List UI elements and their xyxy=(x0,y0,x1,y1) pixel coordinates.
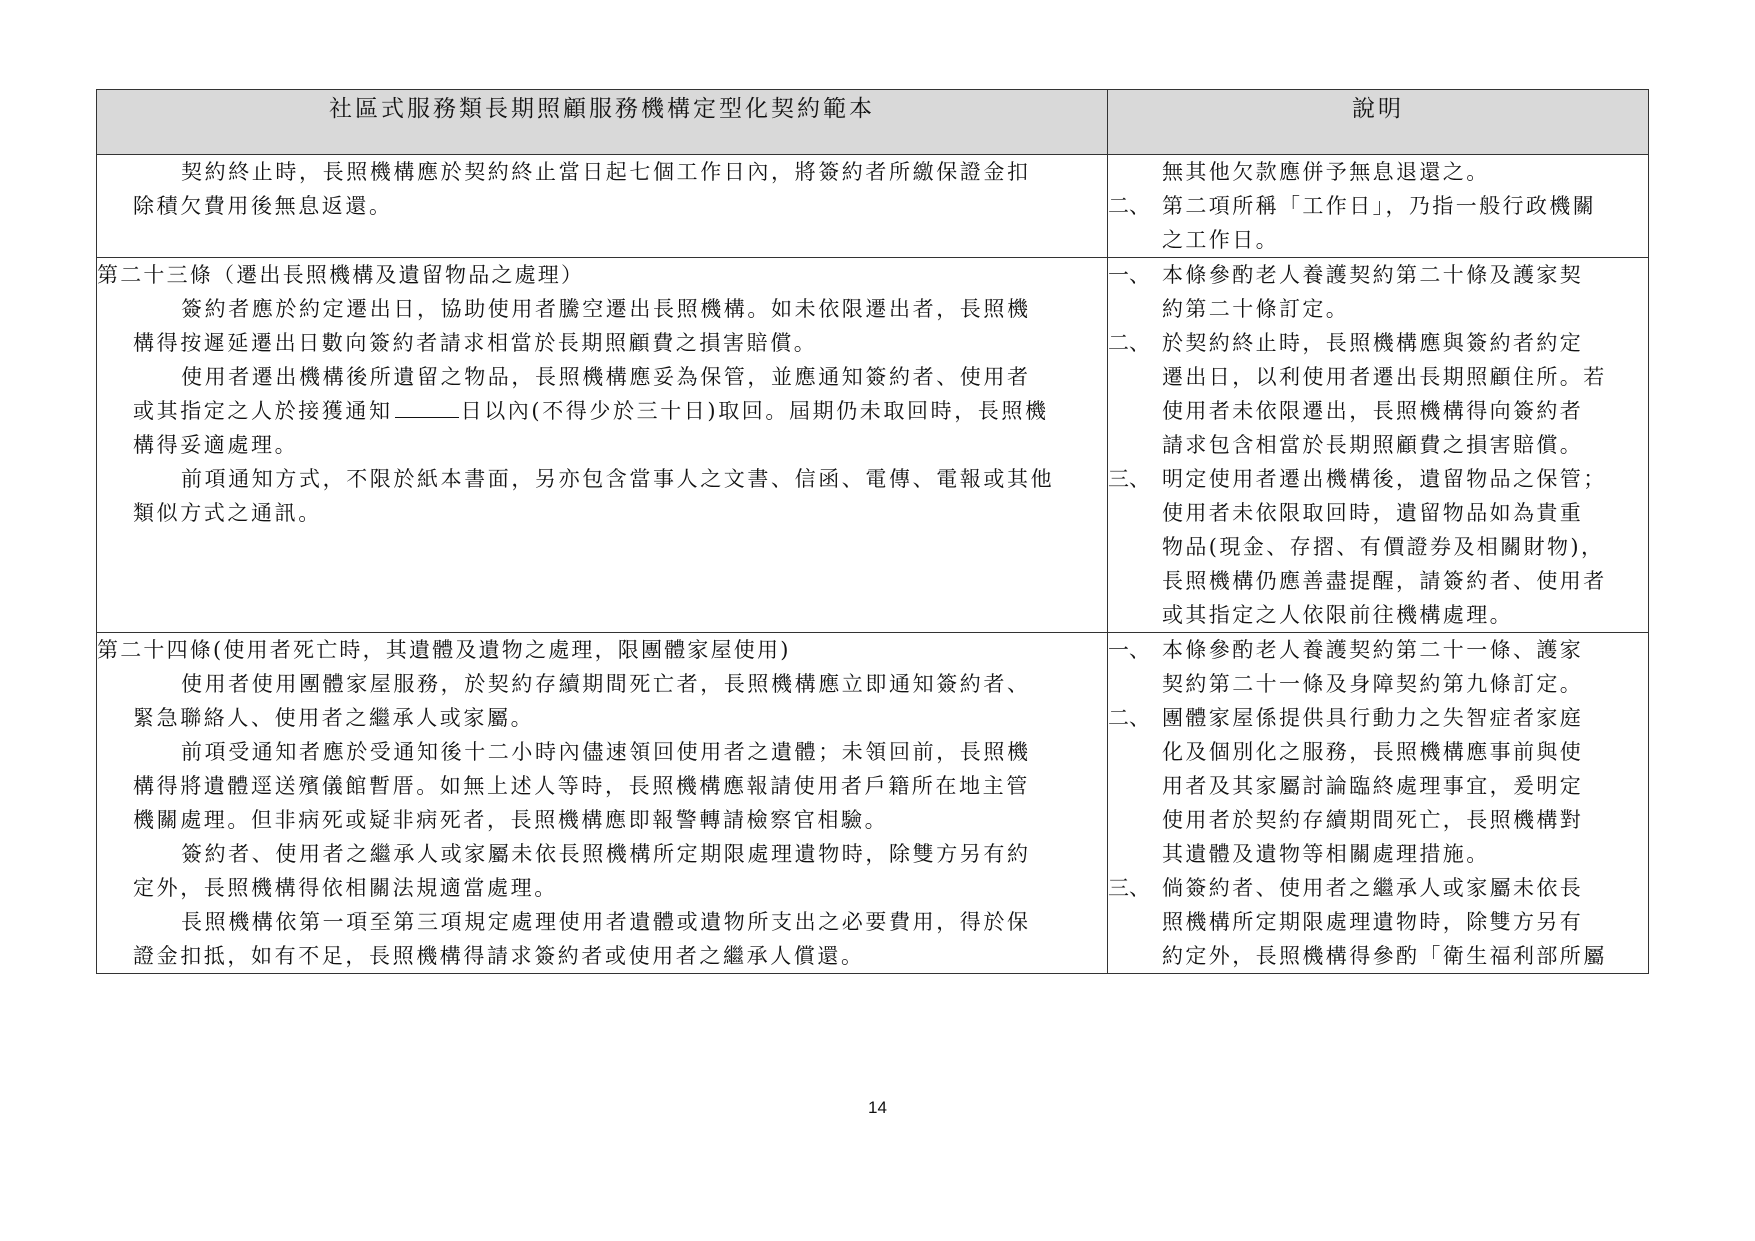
clause-line-with-blank xyxy=(97,394,1107,428)
article-title: 第二十四條(使用者死亡時，其遺體及遺物之處理，限團體家屋使用) xyxy=(97,638,791,662)
contract-clause-cell xyxy=(97,258,1108,633)
explanation-line xyxy=(1108,292,1648,326)
contract-clause-cell xyxy=(97,633,1108,974)
clause-line: 機關處理。但非病死或疑非病死者，長照機構應即報警轉請檢察官相驗。 xyxy=(133,808,889,832)
clause-text: 日以內(不得少於三十日)取回。屆期仍未取回時，長照機 xyxy=(460,399,1049,423)
explanation-text: 遷出日，以利使用者遷出長期照顧住所。若 xyxy=(1162,365,1607,389)
clause-line: 緊急聯絡人、使用者之繼承人或家屬。 xyxy=(133,706,535,730)
explanation-line xyxy=(1108,837,1648,871)
page-number: 14 xyxy=(868,1098,887,1117)
explanation-text: 使用者未依限遷出，長照機構得向簽約者 xyxy=(1162,399,1584,423)
explanation-text: 本條參酌老人養護契約第二十一條、護家 xyxy=(1162,638,1584,662)
fill-in-blank[interactable] xyxy=(395,395,459,418)
explanation-line xyxy=(1108,905,1648,939)
clause-line: 契約終止時，長照機構應於契約終止當日起七個工作日內，將簽約者所繳保證金扣 xyxy=(181,160,1031,184)
item-number xyxy=(1108,223,1162,257)
clause-line: 除積欠費用後無息返還。 xyxy=(133,194,393,218)
contract-table xyxy=(96,89,1649,974)
explanation-line xyxy=(1108,735,1648,769)
item-number xyxy=(1108,428,1162,462)
clause-line: 簽約者應於約定遷出日，協助使用者騰空遷出長照機構。如未依限遷出者，長照機 xyxy=(181,297,1031,321)
item-number xyxy=(1108,564,1162,598)
clause-line: 使用者使用團體家屋服務，於契約存續期間死亡者，長照機構應立即通知簽約者、 xyxy=(181,672,1031,696)
explanation-text: 照機構所定期限處理遺物時，除雙方另有 xyxy=(1162,910,1584,934)
explanation-text: 第二項所稱「工作日」，乃指一般行政機關 xyxy=(1162,194,1597,218)
explanation-line xyxy=(1108,633,1648,667)
item-number xyxy=(1108,667,1162,701)
item-number xyxy=(1108,394,1162,428)
explanation-text: 或其指定之人依限前往機構處理。 xyxy=(1162,603,1513,627)
explanation-text: 倘簽約者、使用者之繼承人或家屬未依長 xyxy=(1162,876,1584,900)
item-number xyxy=(1108,292,1162,326)
explanation-line xyxy=(1108,258,1648,292)
explanation-line xyxy=(1108,701,1648,735)
explanation-text: 無其他欠款應併予無息退還之。 xyxy=(1162,160,1490,184)
explanation-text: 物品(現金、存摺、有價證券及相關財物)， xyxy=(1162,535,1605,559)
contract-clause-cell xyxy=(97,155,1108,258)
explanation-text: 化及個別化之服務，長照機構應事前與使 xyxy=(1162,740,1584,764)
explanation-line xyxy=(1108,360,1648,394)
explanation-text: 約第二十條訂定。 xyxy=(1162,297,1350,321)
header-explanation: 說明 xyxy=(1108,90,1649,155)
header-contract-title: 社區式服務類長期照顧服務機構定型化契約範本 xyxy=(97,90,1108,155)
explanation-line xyxy=(1108,189,1648,223)
explanation-line xyxy=(1108,871,1648,905)
clause-line: 構得妥適處理。 xyxy=(133,433,299,457)
explanation-cell xyxy=(1108,155,1649,258)
clause-line: 構得按遲延遷出日數向簽約者請求相當於長期照顧費之損害賠償。 xyxy=(133,331,818,355)
explanation-line xyxy=(1108,667,1648,701)
explanation-line xyxy=(1108,155,1648,189)
explanation-line xyxy=(1108,394,1648,428)
explanation-cell xyxy=(1108,633,1649,974)
item-number xyxy=(1108,803,1162,837)
item-number xyxy=(1108,496,1162,530)
item-number xyxy=(1108,905,1162,939)
explanation-text: 之工作日。 xyxy=(1162,228,1279,252)
table-row xyxy=(97,258,1649,633)
item-number xyxy=(1108,598,1162,632)
clause-line: 定外，長照機構得依相關法規適當處理。 xyxy=(133,876,558,900)
explanation-text: 明定使用者遷出機構後，遺留物品之保管； xyxy=(1162,467,1607,491)
explanation-line xyxy=(1108,564,1648,598)
clause-line: 前項受通知者應於受通知後十二小時內儘速領回使用者之遺體；未領回前，長照機 xyxy=(181,740,1031,764)
table-header-row xyxy=(97,90,1649,155)
item-number: 二、 xyxy=(1108,706,1150,730)
clause-line: 構得將遺體逕送殯儀館暫厝。如無上述人等時，長照機構應報請使用者戶籍所在地主管 xyxy=(133,774,1030,798)
explanation-line xyxy=(1108,326,1648,360)
table-body xyxy=(97,155,1649,974)
explanation-text: 用者及其家屬討論臨終處理事宜，爰明定 xyxy=(1162,774,1584,798)
table-row xyxy=(97,633,1649,974)
explanation-text: 請求包含相當於長期照顧費之損害賠償。 xyxy=(1162,433,1584,457)
item-number: 二、 xyxy=(1108,194,1150,218)
clause-line: 使用者遷出機構後所遺留之物品，長照機構應妥為保管，並應通知簽約者、使用者 xyxy=(181,365,1031,389)
clause-line: 前項通知方式，不限於紙本書面，另亦包含當事人之文書、信函、電傳、電報或其他 xyxy=(181,467,1055,491)
explanation-line xyxy=(1108,496,1648,530)
item-number xyxy=(1108,837,1162,871)
item-number xyxy=(1108,939,1162,973)
explanation-line xyxy=(1108,428,1648,462)
clause-line: 簽約者、使用者之繼承人或家屬未依長照機構所定期限處理遺物時，除雙方另有約 xyxy=(181,842,1031,866)
explanation-text: 於契約終止時，長照機構應與簽約者約定 xyxy=(1162,331,1584,355)
item-number: 二、 xyxy=(1108,331,1150,355)
explanation-line xyxy=(1108,223,1648,257)
clause-line: 證金扣抵，如有不足，長照機構得請求簽約者或使用者之繼承人償還。 xyxy=(133,944,865,968)
clause-text: 或其指定之人於接獲通知 xyxy=(133,399,393,423)
explanation-line xyxy=(1108,939,1648,973)
table-row xyxy=(97,155,1649,258)
item-number: 三、 xyxy=(1108,876,1150,900)
explanation-line xyxy=(1108,462,1648,496)
explanation-text: 本條參酌老人養護契約第二十條及護家契 xyxy=(1162,263,1584,287)
explanation-text: 使用者於契約存續期間死亡，長照機構對 xyxy=(1162,808,1584,832)
explanation-text: 長照機構仍應善盡提醒，請簽約者、使用者 xyxy=(1162,569,1607,593)
explanation-text: 約定外，長照機構得參酌「衛生福利部所屬 xyxy=(1162,944,1607,968)
item-number xyxy=(1108,530,1162,564)
explanation-line xyxy=(1108,769,1648,803)
explanation-line xyxy=(1108,598,1648,632)
explanation-line xyxy=(1108,803,1648,837)
item-number: 一、 xyxy=(1108,263,1150,287)
item-number xyxy=(1108,769,1162,803)
clause-line: 類似方式之通訊。 xyxy=(133,501,322,525)
explanation-line xyxy=(1108,530,1648,564)
item-number xyxy=(1108,155,1162,189)
explanation-text: 團體家屋係提供具行動力之失智症者家庭 xyxy=(1162,706,1584,730)
explanation-text: 契約第二十一條及身障契約第九條訂定。 xyxy=(1162,672,1584,696)
explanation-text: 其遺體及遺物等相關處理措施。 xyxy=(1162,842,1490,866)
clause-line: 長照機構依第一項至第三項規定處理使用者遺體或遺物所支出之必要費用，得於保 xyxy=(181,910,1031,934)
item-number xyxy=(1108,360,1162,394)
article-title: 第二十三條（遷出長照機構及遺留物品之處理） xyxy=(97,263,585,287)
item-number xyxy=(1108,735,1162,769)
item-number: 一、 xyxy=(1108,638,1150,662)
explanation-text: 使用者未依限取回時，遺留物品如為貴重 xyxy=(1162,501,1584,525)
explanation-cell xyxy=(1108,258,1649,633)
item-number: 三、 xyxy=(1108,467,1150,491)
